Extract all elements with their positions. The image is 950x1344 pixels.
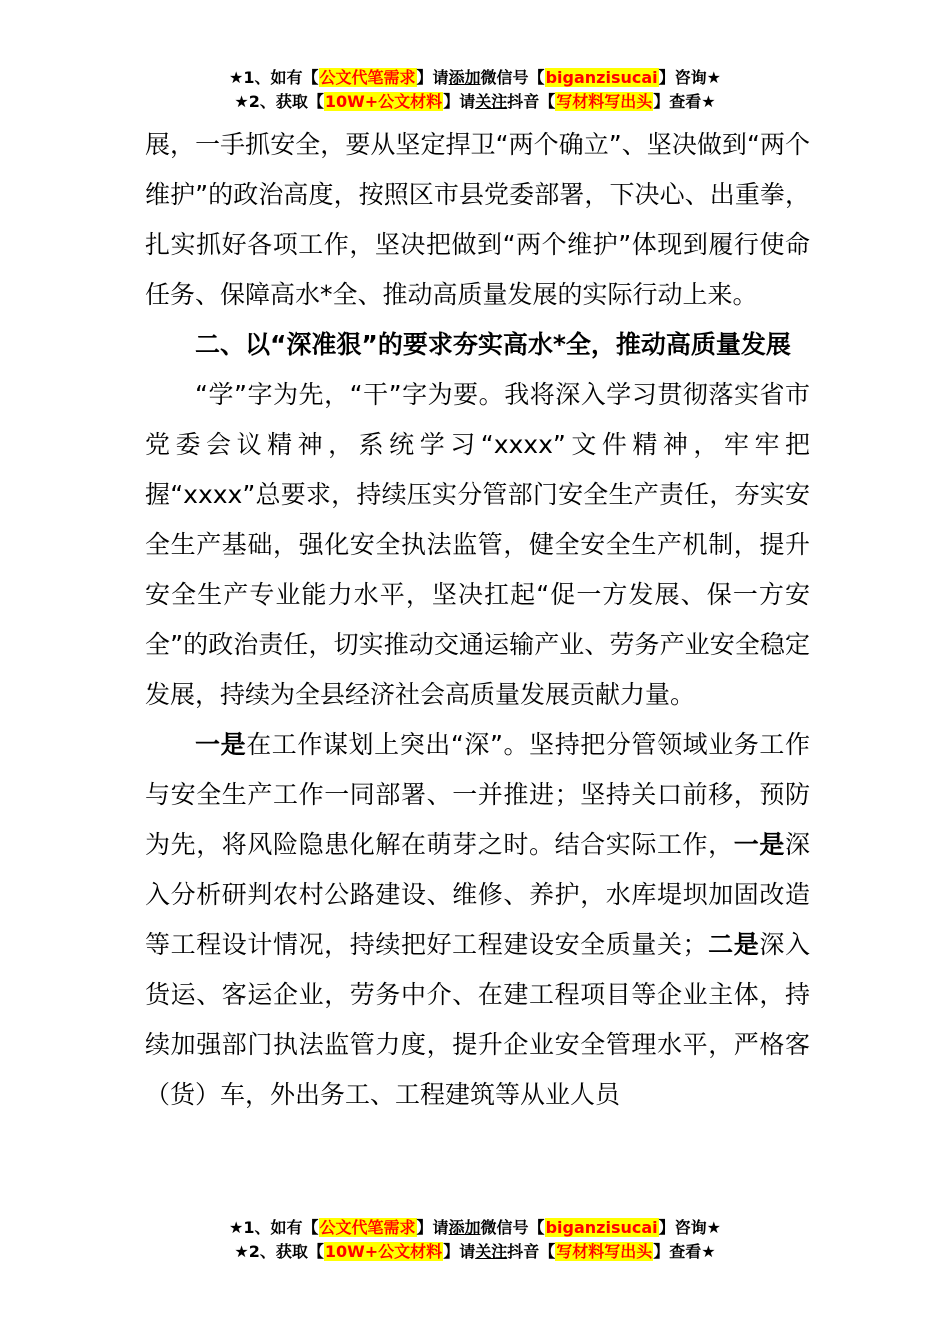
banner-highlight: 写材料写出头 xyxy=(556,1242,653,1261)
paragraph-continuation: 展，一手抓安全，要从坚定捍卫“两个确立”、坚决做到“两个维护”的政治高度，按照区市县党委部署，下决心、出重拳，扎实抓好各项工作，坚决把做到“两个维护”体现到履行使命任务、保障高水*全、推动高质量发展的实际行动上来。 xyxy=(145,130,810,309)
banner-highlight: biganzisucai xyxy=(545,68,658,87)
footer-banner xyxy=(0,1216,950,1264)
banner-line-2: ★2、获取【10W+公文材料】请关注抖音【写材料写出头】查看★ xyxy=(234,1242,716,1261)
banner-highlight: 10W+公文材料 xyxy=(324,92,443,111)
header-banner xyxy=(0,66,950,114)
banner-highlight: 写材料写出头 xyxy=(556,92,653,111)
banner-highlight: biganzisucai xyxy=(545,1218,658,1237)
banner-highlight: 公文代笔需求 xyxy=(319,1218,416,1237)
banner-line-2: ★2、获取【10W+公文材料】请关注抖音【写材料写出头】查看★ xyxy=(234,92,716,111)
section-heading: 二、以“深准狠”的要求夯实高水*全，推动高质量发展 xyxy=(195,330,791,359)
banner-highlight: 公文代笔需求 xyxy=(319,68,416,87)
banner-line-1: ★1、如有【公文代笔需求】请添加微信号【biganzisucai】咨询★ xyxy=(229,68,721,87)
paragraph-point-one: 一是在工作谋划上突出“深”。坚持把分管领域业务工作与安全生产工作一同部署、一并推进；坚持关口前移，预防为先，将风险隐患化解在萌芽之时。结合实际工作，一是深入分析研判农村公路建设、维修、养护，水库堤坝加固改造等工程设计情况，持续把好工程建设安全质量关；二是深入货运、客运企业，劳务中介、在建工程项目等企业主体，持续加强部门执法监管力度，提升企业安全管理水平，严格客（货）车，外出务工、工程建筑等从业人员 xyxy=(145,730,810,1109)
banner-line-1: ★1、如有【公文代笔需求】请添加微信号【biganzisucai】咨询★ xyxy=(229,1218,721,1237)
document-body xyxy=(145,120,810,1120)
banner-highlight: 10W+公文材料 xyxy=(324,1242,443,1261)
paragraph: “学”字为先，“干”字为要。我将深入学习贯彻落实省市党委会议精神，系统学习“xxxx”文件精神，牢牢把握“xxxx”总要求，持续压实分管部门安全生产责任，夯实安全生产基础，强化安全执法监管，健全安全生产机制，提升安全生产专业能力水平，坚决扛起“促一方发展、保一方安全”的政治责任，切实推动交通运输产业、劳务产业安全稳定发展，持续为全县经济社会高质量发展贡献力量。 xyxy=(145,380,810,709)
